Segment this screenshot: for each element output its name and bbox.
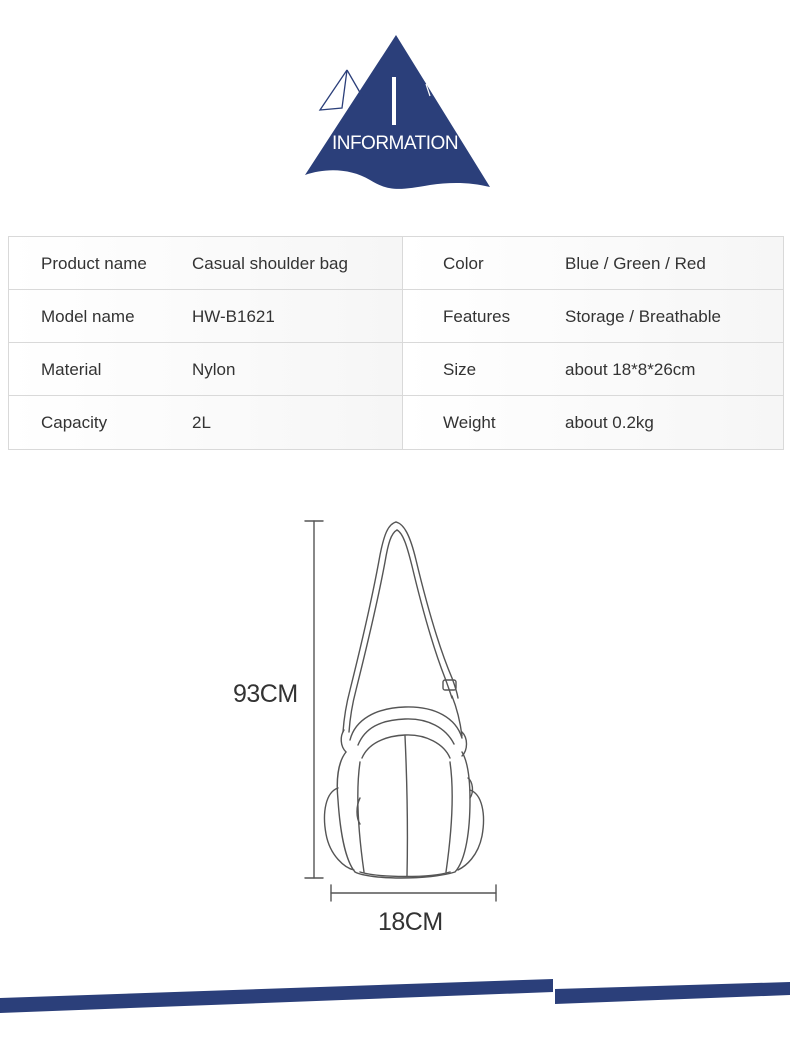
spec-label: Product name	[41, 254, 147, 273]
spec-label: Capacity	[41, 413, 108, 432]
spec-value: 2L	[192, 413, 211, 432]
spec-row	[9, 343, 783, 396]
logo-text: INFORMATION	[331, 133, 459, 154]
spec-label: Material	[41, 360, 102, 379]
height-dimension-label: 93CM	[233, 680, 298, 708]
logo-cursor-bar	[392, 77, 396, 125]
spec-row	[9, 396, 783, 449]
footer-stripe-decoration	[0, 970, 790, 1030]
shoulder-bag-icon	[0, 500, 790, 960]
spec-value: about 18*8*26cm	[565, 360, 696, 379]
spec-value: Blue / Green / Red	[565, 254, 706, 273]
spec-value: Casual shoulder bag	[192, 254, 348, 273]
spec-label: Size	[443, 360, 477, 379]
spec-value: Storage / Breathable	[565, 307, 721, 326]
spec-value: HW-B1621	[192, 307, 275, 326]
triangle-logo-icon	[300, 30, 500, 195]
bag-dimension-figure	[0, 500, 790, 960]
spec-label: Weight	[443, 413, 496, 432]
spec-label: Features	[443, 307, 511, 326]
spec-row	[9, 237, 783, 290]
spec-value: about 0.2kg	[565, 413, 654, 432]
spec-row	[9, 290, 783, 343]
information-logo	[300, 30, 500, 195]
spec-table	[8, 236, 784, 450]
footer-stripe	[0, 970, 790, 1030]
width-dimension-label: 18CM	[378, 908, 443, 936]
spec-value: Nylon	[192, 360, 236, 379]
spec-label: Model name	[41, 307, 135, 326]
spec-label: Color	[443, 254, 484, 273]
